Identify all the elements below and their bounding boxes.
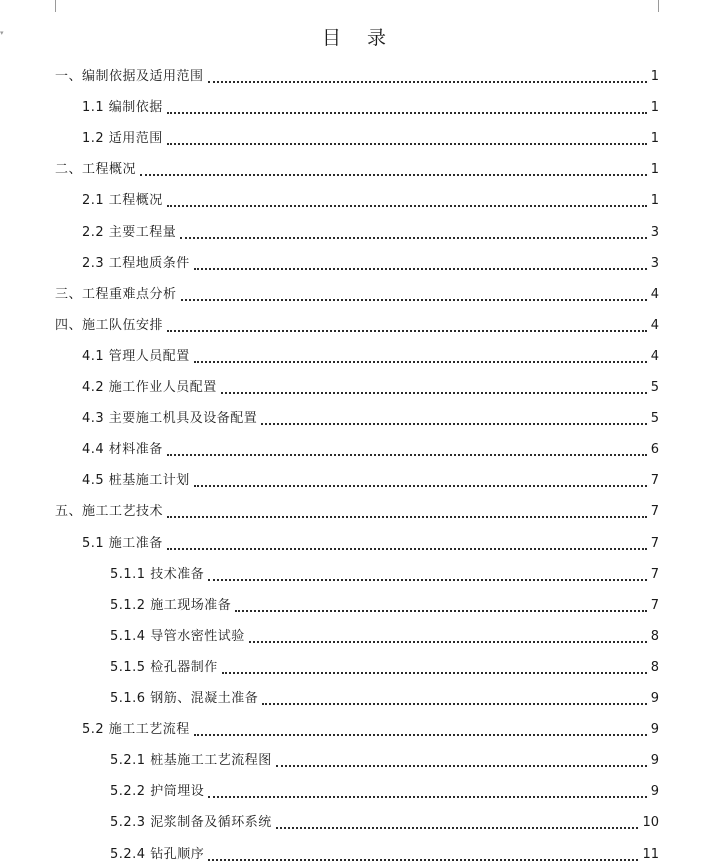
toc-entry[interactable]	[55, 282, 659, 304]
chevron-down-icon: ▾	[0, 29, 4, 37]
toc-entry-label: 5.2.1 桩基施工工艺流程图	[110, 753, 272, 769]
dot-leader	[222, 672, 647, 674]
toc-entry-page-number: 7	[650, 473, 659, 489]
toc-entry-label: 5.1.2 施工现场准备	[110, 597, 232, 613]
toc-entry[interactable]	[110, 842, 659, 864]
toc-entry[interactable]	[82, 126, 659, 148]
toc-entry-page-number: 7	[650, 597, 659, 613]
toc-entry-page-number: 1	[650, 162, 659, 178]
page-margin-marker-right	[658, 0, 659, 12]
toc-entry-page-number: 7	[650, 566, 659, 582]
toc-entry[interactable]	[55, 157, 659, 179]
toc-entry[interactable]	[55, 313, 659, 335]
toc-entry-page-number: 5	[650, 380, 659, 395]
toc-entry-page-number: 9	[650, 722, 659, 738]
toc-entry-page-number: 9	[650, 784, 659, 800]
toc-entry[interactable]	[82, 717, 659, 739]
toc-entry[interactable]	[82, 188, 659, 210]
toc-entry-page-number: 1	[650, 100, 659, 116]
toc-entry-label: 4.4 材料准备	[82, 442, 163, 458]
toc-entry[interactable]	[110, 810, 659, 832]
toc-entry-page-number: 1	[650, 193, 659, 209]
toc-entry-page-number: 4	[650, 317, 659, 333]
toc-entry-label: 三、工程重难点分析	[55, 286, 177, 302]
dot-leader	[194, 485, 647, 487]
dot-leader	[167, 548, 647, 550]
dot-leader	[235, 610, 647, 612]
toc-entry-page-number: 11	[642, 846, 659, 862]
dot-leader	[208, 81, 647, 83]
toc-entry-label: 二、工程概况	[55, 162, 137, 178]
toc-entry-label: 5.1.5 检孔器制作	[110, 659, 218, 675]
dot-leader	[167, 330, 647, 332]
toc-entry-page-number: 8	[650, 628, 659, 644]
toc-entry-label: 4.1 管理人员配置	[82, 348, 190, 364]
toc-entry-page-number: 3	[650, 224, 659, 240]
dot-leader	[194, 268, 647, 270]
toc-entry-page-number: 1	[650, 131, 659, 147]
dot-leader	[276, 827, 639, 829]
toc-entry-label: 5.1.6 钢筋、混凝土准备	[110, 691, 259, 706]
toc-entry[interactable]	[110, 779, 659, 801]
dot-leader	[208, 579, 647, 581]
toc-entry[interactable]	[82, 220, 659, 242]
toc-entry-label: 一、编制依据及适用范围	[55, 69, 204, 84]
toc-entry-page-number: 10	[642, 815, 659, 831]
toc-entry-page-number: 7	[650, 504, 659, 520]
toc-entry[interactable]	[55, 64, 659, 86]
toc-entry-label: 5.1 施工准备	[82, 535, 163, 551]
toc-entry-page-number: 7	[650, 535, 659, 551]
toc-entry-page-number: 4	[650, 286, 659, 302]
toc-entry-label: 1.1 编制依据	[82, 100, 163, 116]
toc-entry-label: 2.2 主要工程量	[82, 224, 177, 240]
dot-leader	[276, 765, 647, 767]
dot-leader	[208, 859, 638, 861]
toc-entry[interactable]	[82, 531, 659, 553]
toc-entry-label: 1.2 适用范围	[82, 131, 163, 147]
dot-leader	[167, 112, 647, 114]
toc-entry-label: 2.1 工程概况	[82, 193, 163, 209]
toc-entry[interactable]	[82, 251, 659, 273]
toc-entry-label: 5.2.2 护筒埋设	[110, 784, 205, 800]
page-margin-marker-left	[55, 0, 56, 12]
toc-entry-label: 五、施工工艺技术	[55, 504, 164, 520]
dot-leader	[167, 205, 647, 207]
toc-entry[interactable]	[82, 468, 659, 490]
dot-leader	[194, 734, 647, 736]
toc-entry-page-number: 6	[650, 442, 659, 458]
toc-entry[interactable]	[82, 406, 659, 428]
toc-entry[interactable]	[82, 95, 659, 117]
toc-entry-page-number: 3	[650, 255, 659, 271]
dot-leader	[140, 174, 647, 176]
toc-entry[interactable]	[110, 686, 659, 708]
toc-entry[interactable]	[55, 499, 659, 521]
toc-entry-label: 5.2 施工工艺流程	[82, 722, 190, 738]
dot-leader	[208, 796, 647, 798]
toc-entry-label: 四、施工队伍安排	[55, 317, 164, 333]
toc-entry-page-number: 9	[650, 753, 659, 769]
dot-leader	[262, 703, 647, 705]
toc-entry[interactable]	[82, 437, 659, 459]
toc-entry[interactable]	[82, 344, 659, 366]
toc-entry-page-number: 5	[650, 411, 659, 427]
toc-entry-label: 5.2.4 钻孔顺序	[110, 846, 205, 862]
toc-entry-label: 2.3 工程地质条件	[82, 255, 190, 271]
dot-leader	[249, 641, 647, 643]
toc-entry-page-number: 4	[650, 348, 659, 364]
dot-leader	[167, 516, 647, 518]
page-title: 目 录	[321, 27, 397, 49]
toc-entry[interactable]	[110, 748, 659, 770]
toc-entry-label: 5.2.3 泥浆制备及循环系统	[110, 815, 272, 831]
toc-entry-label: 5.1.4 导管水密性试验	[110, 628, 245, 644]
dot-leader	[180, 237, 646, 239]
dot-leader	[221, 392, 647, 394]
toc-entry-page-number: 1	[650, 69, 659, 84]
toc-entry[interactable]	[110, 655, 659, 677]
toc-entry-label: 5.1.1 技术准备	[110, 566, 205, 582]
dot-leader	[167, 143, 647, 145]
toc-entry[interactable]	[82, 375, 659, 397]
toc-entry-label: 4.2 施工作业人员配置	[82, 380, 217, 395]
toc-entry-label: 4.3 主要施工机具及设备配置	[82, 411, 258, 427]
toc-entry[interactable]	[110, 593, 659, 615]
toc-entry[interactable]	[110, 562, 659, 584]
dot-leader	[261, 423, 646, 425]
dot-leader	[194, 361, 647, 363]
dot-leader	[167, 454, 647, 456]
toc-entry-page-number: 8	[650, 659, 659, 675]
toc-entry[interactable]	[110, 624, 659, 646]
toc-entry-page-number: 9	[650, 691, 659, 706]
dot-leader	[181, 299, 647, 301]
toc-entry-label: 4.5 桩基施工计划	[82, 473, 190, 489]
